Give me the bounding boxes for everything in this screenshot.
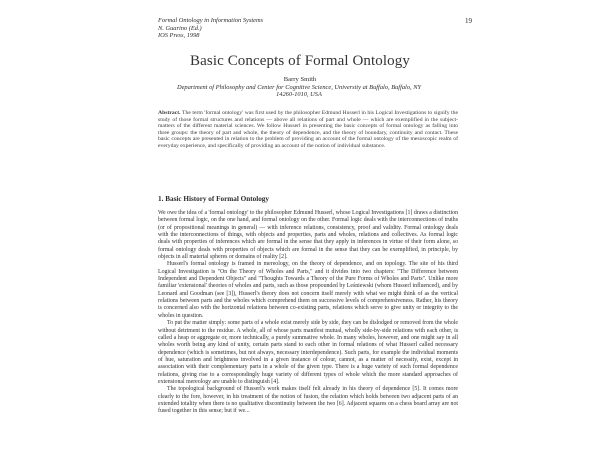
paper-title: Basic Concepts of Formal Ontology (190, 53, 410, 69)
abstract-label: Abstract. (158, 110, 181, 116)
publication-press: IOS Press, 1998 (158, 32, 200, 40)
section-body (158, 210, 458, 416)
body-paragraph: The topological background of Husserl's work makes itself felt already in his theory of dependence [5]. It comes more clearly to the fore, however, in his treatment of the notion of fusion, the relation which holds between two adjacent parts of an extended totality when there is no qualitative discontinuity between the two [6]. Adjacent squares on a chess board array are not fused together in this sense; but if we... (158, 386, 458, 415)
author-name: Barry Smith (283, 76, 317, 83)
abstract (158, 110, 458, 150)
section-heading: 1. Basic History of Formal Ontology (158, 195, 269, 203)
body-paragraph: Husserl's formal ontology is framed in mereology, on the theory of dependence, and on topology. The site of his third Logical Investigation is "On the Theory of Wholes and Parts," and it divides into two chapters: "The Difference between Independent and Dependent Objects" and "Thoughts Towards a Theory of the Pure Forms of Wholes and Parts". Unlike more familiar 'extensional' theories of wholes and parts, such as those propounded by Leśniewski (whom Husserl influenced), and by Leonard and Goodman (see [3]), Husserl's theory does not concern itself merely with what we might think of as the vertical relations between parts and the wholes which comprehend them on successive levels of comprehensiveness. Rather, his theory is concerned also with the horizontal relations between co-existing parts, relations which serve to give unity or integrity to the wholes in question. (158, 261, 458, 319)
author-affiliation: Department of Philosophy and Center for Cognitive Science, University at Buffalo, Buffalo, NY 14260-1010, USA (176, 84, 422, 99)
body-paragraph: We owe the idea of a 'formal ontology' to the philosopher Edmund Husserl, whose Logical Investigations [1] draws a distinction between formal logic, on the one hand, and formal ontology on the other. Formal logic deals with the interconnections of truths (or of propositional meanings in general) — with inference relations, consistency, proof and validity. Formal ontology deals with the interconnections of things, with objects and properties, parts and wholes, relations and collectives. As formal logic deals with properties of inferences which are formal in the sense that they apply in inferences in virtue of their form alone, so formal ontology deals with properties of objects which are formal in the sense that they can be exemplified, in principle, by objects in all material spheres or domains of reality [2]. (158, 210, 458, 261)
publication-editor: N. Guarino (Ed.) (158, 24, 202, 32)
page-number: 19 (465, 17, 472, 25)
abstract-text: The term 'formal ontology' was first used by the philosopher Edmund Husserl in his Logical Investigations to signify the study of those formal structures and relations — above all relations of part and whole — which are exemplified in the subject-matters of the different material sciences. We follow Husserl in presenting the basic concepts of formal ontology as falling into three groups: the theory of part and whole, the theory of dependence, and the theory of boundary, continuity and contact. These basic concepts are presented in relation to the problem of providing an account of the formal ontology of the mesoscopic realm of everyday experience, and specifically of providing an account of the notion of individual substance. (158, 110, 459, 149)
body-paragraph: To put the matter simply: some parts of a whole exist merely side by side, they can be dislodged or removed from the whole without detriment to the residue. A whole, all of whose parts manifest mutual, wholly side-by-side relations with each other, is called a heap or aggregate or, more technically, a purely summative whole. In many wholes, however, and one might say in all wholes worth being any kind of unity, certain parts stand to each other in formal relations of what Husserl called necessary dependence (which is sometimes, but not always, necessary interdependence). Such parts, for example the individual moments of hue, saturation and brightness involved in a given instance of colour, cannot, as a matter of necessity, exist, except in association with their complementary parts in a whole of the given type. There is a huge variety of such formal dependence relations, giving rise to a correspondingly huge variety of different types of whole which the more standard approaches of extensional mereology are unable to distinguish [4]. (158, 320, 458, 385)
publication-series: Formal Ontology in Information Systems (158, 17, 264, 24)
publication-info (158, 17, 263, 40)
